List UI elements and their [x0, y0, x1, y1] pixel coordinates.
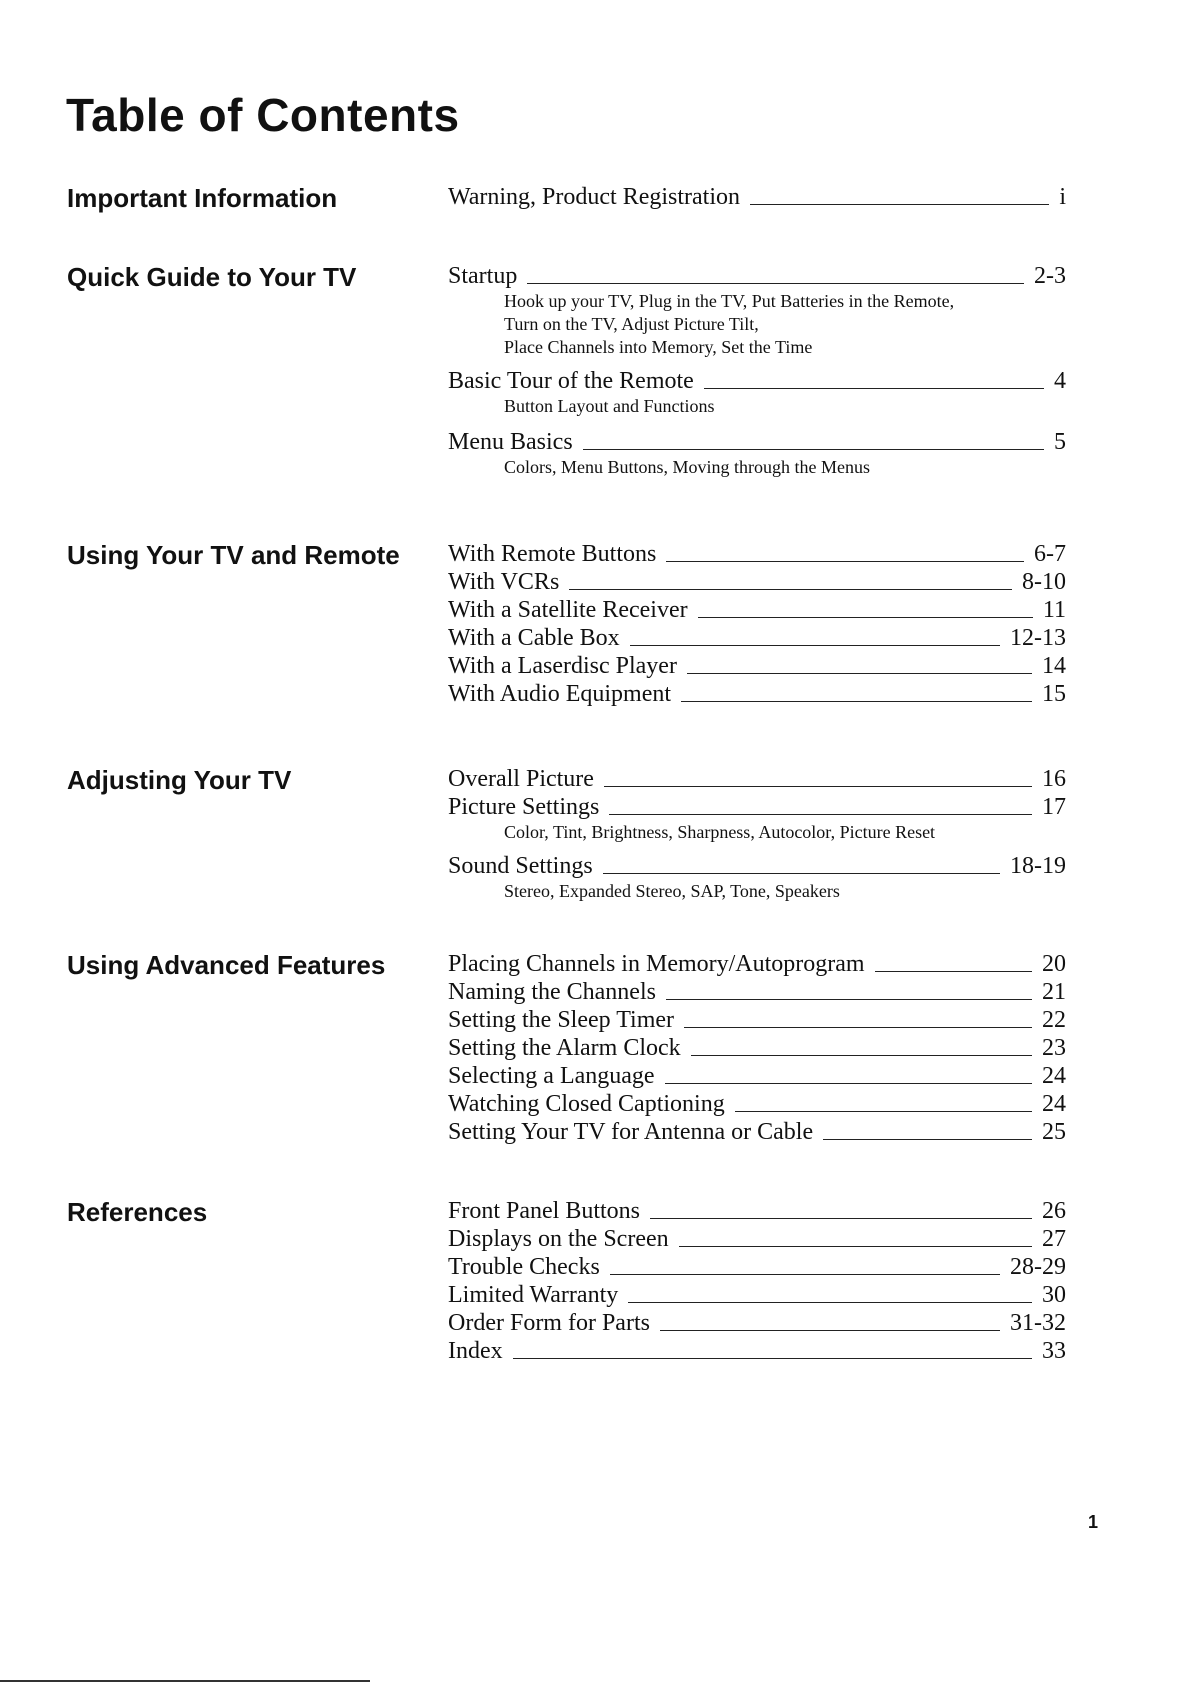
- toc-entry-page: 22: [1042, 1007, 1066, 1033]
- toc-entry[interactable]: [448, 1309, 1066, 1337]
- toc-entry-title: Order Form for Parts: [448, 1310, 650, 1336]
- dot-leader: [513, 1358, 1032, 1359]
- toc-entry[interactable]: [448, 1062, 1066, 1090]
- toc-entry-page: 30: [1042, 1282, 1066, 1308]
- dot-leader: [823, 1139, 1032, 1140]
- dot-leader: [679, 1246, 1032, 1247]
- toc-entry-page: 8-10: [1022, 569, 1066, 595]
- toc-entry[interactable]: [448, 540, 1066, 568]
- toc-entry[interactable]: [448, 1118, 1066, 1146]
- toc-entry-page: 25: [1042, 1119, 1066, 1145]
- toc-entry-title: With a Satellite Receiver: [448, 597, 688, 623]
- toc-entry-title: Trouble Checks: [448, 1254, 600, 1280]
- toc-entry-page: 27: [1042, 1226, 1066, 1252]
- toc-entry[interactable]: [448, 262, 1066, 359]
- toc-entry-page: 23: [1042, 1035, 1066, 1061]
- section-heading: Quick Guide to Your TV: [67, 262, 357, 292]
- toc-entry-title: With VCRs: [448, 569, 560, 595]
- toc-entry-page: 12-13: [1010, 625, 1066, 651]
- toc-entry-title: Index: [448, 1338, 503, 1364]
- dot-leader: [569, 589, 1012, 590]
- toc-entry-title: With a Cable Box: [448, 625, 620, 651]
- toc-entry-subtopics: Button Layout and Functions: [504, 396, 715, 416]
- dot-leader: [610, 1274, 1000, 1275]
- toc-entry-page: 31-32: [1010, 1310, 1066, 1336]
- section-heading: Using Advanced Features: [67, 950, 386, 980]
- toc-entry-title: Selecting a Language: [448, 1063, 655, 1089]
- toc-entry-title: Watching Closed Captioning: [448, 1091, 725, 1117]
- section-heading: References: [67, 1197, 208, 1227]
- toc-entry-subtopics: Place Channels into Memory, Set the Time: [504, 337, 813, 357]
- toc-entry-page: 17: [1042, 794, 1066, 820]
- toc-entry-title: Sound Settings: [448, 853, 593, 879]
- toc-entry[interactable]: [448, 183, 1066, 211]
- toc-entry-page: 16: [1042, 766, 1066, 792]
- toc-entry-page: 11: [1042, 597, 1066, 623]
- toc-entry-title: Menu Basics: [448, 429, 573, 455]
- toc-entry-page: i: [1059, 184, 1066, 210]
- toc-entry[interactable]: [448, 1281, 1066, 1309]
- toc-entry-page: 2-3: [1034, 263, 1066, 289]
- section-entries: [448, 262, 1066, 479]
- section-entries: [448, 950, 1066, 1146]
- page-title: Table of Contents: [66, 89, 460, 141]
- toc-entry-title: Setting the Sleep Timer: [448, 1007, 675, 1033]
- dot-leader: [735, 1111, 1032, 1112]
- dot-leader: [650, 1218, 1032, 1219]
- toc-entry[interactable]: [448, 367, 1066, 418]
- toc-entry[interactable]: [448, 950, 1066, 978]
- toc-entry-title: With Remote Buttons: [448, 541, 657, 567]
- toc-entry-page: 33: [1042, 1338, 1066, 1364]
- section-heading: Adjusting Your TV: [67, 765, 292, 795]
- section-heading: Using Your TV and Remote: [67, 540, 400, 570]
- toc-entry-title: Front Panel Buttons: [448, 1198, 641, 1224]
- toc-entry[interactable]: [448, 1337, 1066, 1365]
- toc-entry-subtopics: Color, Tint, Brightness, Sharpness, Autocolor, Picture Reset: [504, 822, 936, 842]
- toc-entry-page: 18-19: [1010, 853, 1066, 879]
- toc-entry-subtopics: Colors, Menu Buttons, Moving through the Menus: [504, 457, 871, 477]
- section-entries: [448, 540, 1066, 708]
- toc-entry-title: Displays on the Screen: [448, 1226, 669, 1252]
- toc-entry[interactable]: [448, 852, 1066, 903]
- toc-entry-title: Warning, Product Registration: [448, 184, 741, 210]
- section-heading: Important Information: [67, 183, 338, 213]
- toc-entry-page: 24: [1042, 1091, 1066, 1117]
- toc-entry[interactable]: [448, 680, 1066, 708]
- dot-leader: [609, 814, 1032, 815]
- dot-leader: [666, 561, 1024, 562]
- dot-leader: [603, 873, 1000, 874]
- dot-leader: [527, 283, 1024, 284]
- toc-entry-page: 28-29: [1010, 1254, 1066, 1280]
- toc-entry[interactable]: [448, 596, 1066, 624]
- toc-entry-page: 15: [1042, 681, 1066, 707]
- toc-entry-page: 26: [1042, 1198, 1066, 1224]
- section-entries: [448, 1197, 1066, 1365]
- toc-entry-page: 20: [1042, 951, 1066, 977]
- toc-entry[interactable]: [448, 1253, 1066, 1281]
- toc-entry-subtopics: Turn on the TV, Adjust Picture Tilt,: [504, 314, 759, 334]
- dot-leader: [665, 1083, 1032, 1084]
- toc-entry-page: 4: [1054, 368, 1066, 394]
- dot-leader: [691, 1055, 1032, 1056]
- toc-entry-title: Placing Channels in Memory/Autoprogram: [448, 951, 865, 977]
- dot-leader: [687, 673, 1032, 674]
- toc-entry-title: With a Laserdisc Player: [448, 653, 677, 679]
- dot-leader: [583, 449, 1044, 450]
- toc-entry-title: Overall Picture: [448, 766, 594, 792]
- bottom-rule: [0, 1680, 370, 1682]
- section-entries: [448, 183, 1066, 211]
- toc-entry[interactable]: [448, 978, 1066, 1006]
- toc-entry-title: Picture Settings: [448, 794, 600, 820]
- toc-entry-subtopics: Stereo, Expanded Stereo, SAP, Tone, Speakers: [504, 881, 840, 901]
- toc-entry[interactable]: [448, 1090, 1066, 1118]
- page-number: 1: [1088, 1512, 1099, 1532]
- dot-leader: [704, 388, 1044, 389]
- toc-entry[interactable]: [448, 652, 1066, 680]
- toc-entry-page: 14: [1042, 653, 1066, 679]
- toc-entry-title: Naming the Channels: [448, 979, 656, 1005]
- dot-leader: [875, 971, 1032, 972]
- dot-leader: [628, 1302, 1032, 1303]
- toc-entry-title: Setting Your TV for Antenna or Cable: [448, 1119, 814, 1145]
- toc-entry[interactable]: [448, 1197, 1066, 1225]
- toc-entry[interactable]: [448, 1006, 1066, 1034]
- dot-leader: [750, 204, 1049, 205]
- dot-leader: [698, 617, 1033, 618]
- toc-entry-title: Basic Tour of the Remote: [448, 368, 694, 394]
- toc-entry-title: Limited Warranty: [448, 1282, 619, 1308]
- toc-entry-subtopics: Hook up your TV, Plug in the TV, Put Batteries in the Remote,: [504, 291, 955, 311]
- toc-entry-title: Startup: [448, 263, 518, 289]
- toc-entry[interactable]: [448, 428, 1066, 479]
- dot-leader: [604, 786, 1032, 787]
- toc-entry-title: With Audio Equipment: [448, 681, 672, 707]
- dot-leader: [666, 999, 1032, 1000]
- toc-entry[interactable]: [448, 568, 1066, 596]
- toc-entry-page: 21: [1042, 979, 1066, 1005]
- section-entries: [448, 765, 1066, 903]
- toc-entry[interactable]: [448, 793, 1066, 844]
- toc-entry[interactable]: [448, 1034, 1066, 1062]
- toc-entry-page: 24: [1042, 1063, 1066, 1089]
- toc-entry[interactable]: [448, 765, 1066, 793]
- toc-entry[interactable]: [448, 1225, 1066, 1253]
- toc-entry-title: Setting the Alarm Clock: [448, 1035, 681, 1061]
- dot-leader: [660, 1330, 1000, 1331]
- toc-entry[interactable]: [448, 624, 1066, 652]
- dot-leader: [681, 701, 1032, 702]
- dot-leader: [684, 1027, 1032, 1028]
- toc-entry-page: 6-7: [1034, 541, 1066, 567]
- dot-leader: [630, 645, 1000, 646]
- toc-entry-page: 5: [1054, 429, 1066, 455]
